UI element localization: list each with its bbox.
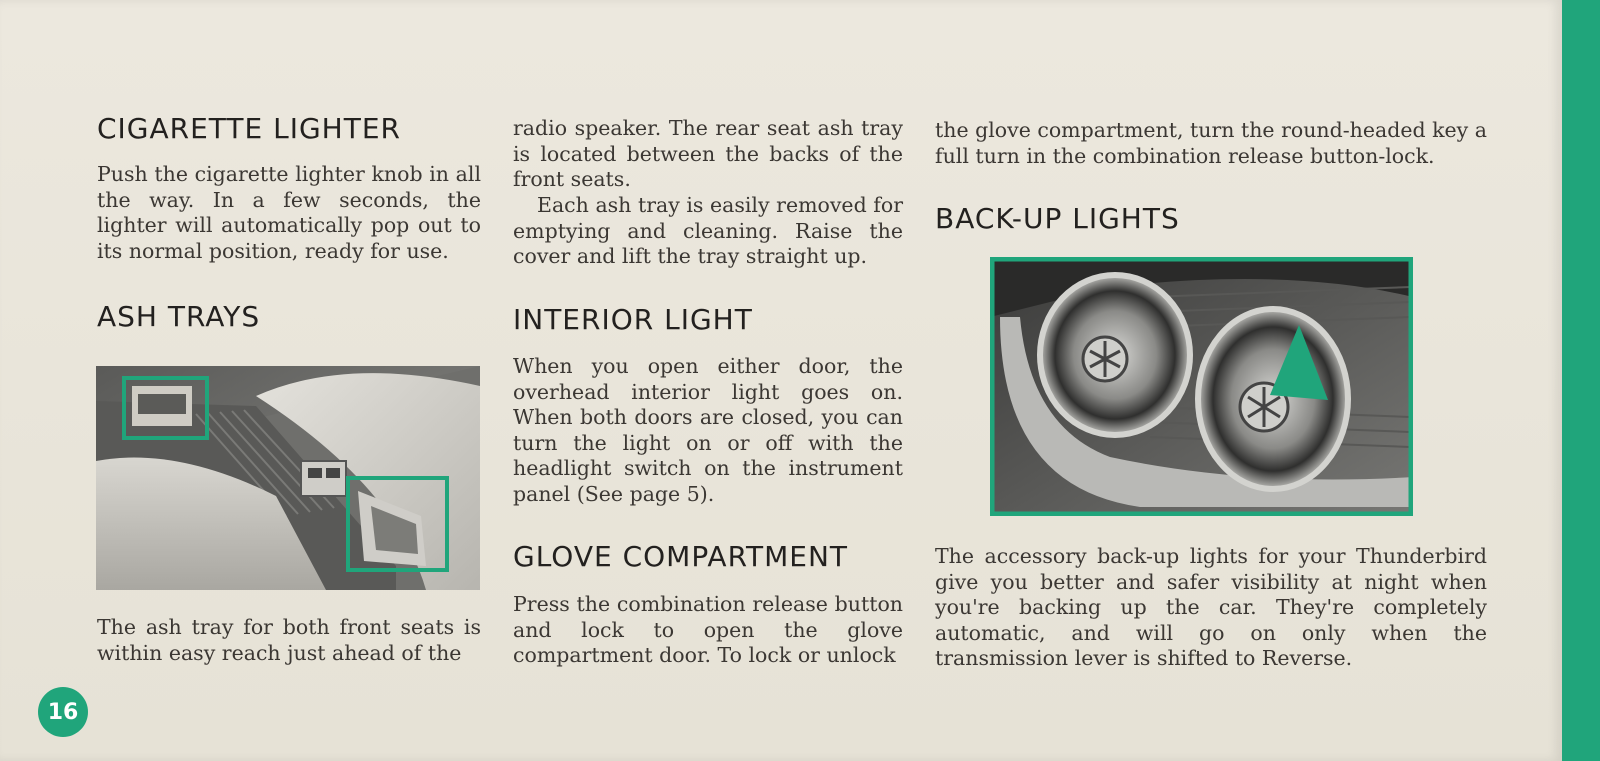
ash-tray-text-continued: radio speaker. The rear seat ash tray is located between the backs of the front seats. [513,116,903,191]
ash-tray-removal-text: Each ash tray is easily removed for emptying and cleaning. Raise the cover and lift the tray straight up. [513,193,903,268]
glove-compartment-text-continued: the glove compartment, turn the round-headed key a full turn in the combination release button-lock. [935,118,1487,168]
ash-tray-photo [96,366,480,590]
interior-light-text: When you open either door, the overhead interior light goes on. When both doors are closed, you can turn the light on or off with the headlight switch on the instrument panel (See page 5). [513,354,903,506]
page-number-badge: 16 [38,687,88,737]
cigarette-lighter-heading: CIGARETTE LIGHTER [97,112,401,145]
interior-light-heading: INTERIOR LIGHT [513,303,753,336]
back-up-lights-photo [990,257,1413,516]
back-up-lights-heading: BACK-UP LIGHTS [935,202,1180,235]
green-edge-tab [1562,0,1600,761]
ash-tray-text: The ash tray for both front seats is within easy reach just ahead of the [97,615,481,665]
cigarette-lighter-text: Push the cigarette lighter knob in all the way. In a few seconds, the lighter will automatically pop out to its normal position, ready for use. [97,162,481,263]
glove-compartment-text: Press the combination release button and lock to open the glove compartment door. To lock or unlock [513,592,903,667]
glove-compartment-heading: GLOVE COMPARTMENT [513,540,849,573]
ash-trays-heading: ASH TRAYS [97,300,261,333]
back-up-lights-text: The accessory back-up lights for your Thunderbird give you better and safer visibility at night when you're backing up the car. They're completely automatic, and will go on only when the transmission lever is shifted to Reverse. [935,544,1487,670]
ash-tray-illustration [96,366,480,590]
back-up-lights-illustration [990,257,1413,516]
